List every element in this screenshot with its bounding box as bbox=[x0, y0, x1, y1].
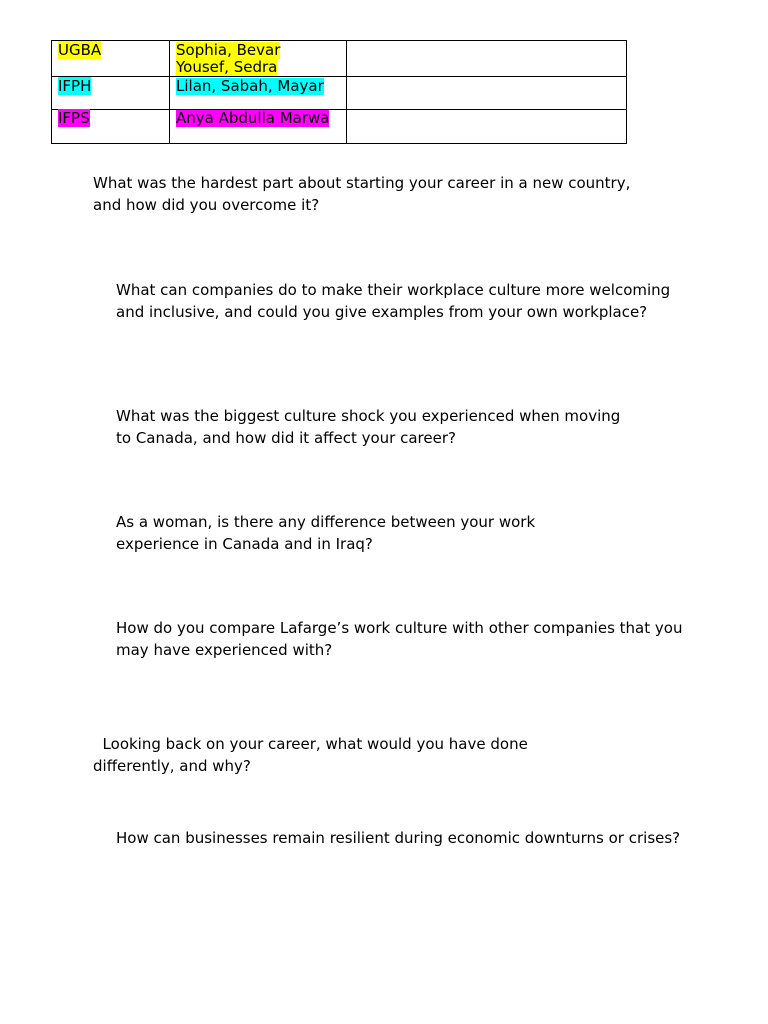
group-code-cell bbox=[52, 110, 170, 144]
question-2: What can companies do to make their workplace culture more welcoming and inclusive, and could you give examples from your own workplace? bbox=[116, 281, 671, 321]
group-members-line: Yousef, Sedra bbox=[176, 58, 278, 76]
question-1: What was the hardest part about starting your career in a new country, and how did you overcome it? bbox=[93, 174, 631, 214]
table-row bbox=[52, 41, 627, 77]
question-4: As a woman, is there any difference between your work experience in Canada and in Iraq? bbox=[116, 513, 536, 553]
question-3: What was the biggest culture shock you experienced when moving to Canada, and how did it affect your career? bbox=[116, 407, 621, 447]
groups-table bbox=[51, 40, 627, 144]
group-code: UGBA bbox=[58, 41, 102, 59]
empty-cell bbox=[347, 41, 627, 77]
group-members-line: Lilan, Sabah, Mayar bbox=[176, 77, 324, 95]
group-code-cell bbox=[52, 41, 170, 77]
group-code: IFPH bbox=[58, 77, 92, 95]
question-6: Looking back on your career, what would you have done differently, and why? bbox=[93, 735, 533, 775]
empty-cell bbox=[347, 77, 627, 110]
group-members-cell bbox=[170, 110, 347, 144]
group-members-cell bbox=[170, 77, 347, 110]
table-row bbox=[52, 77, 627, 110]
question-7: How can businesses remain resilient during economic downturns or crises? bbox=[116, 829, 681, 847]
group-members-cell bbox=[170, 41, 347, 77]
group-code: IFPS bbox=[58, 109, 90, 127]
group-code-cell bbox=[52, 77, 170, 110]
empty-cell bbox=[347, 110, 627, 144]
group-members-line: Sophia, Bevar bbox=[176, 41, 281, 59]
group-members-line: Anya Abdulla Marwa bbox=[176, 109, 330, 127]
table-row bbox=[52, 110, 627, 144]
question-5: How do you compare Lafarge’s work culture with other companies that you may have experienced with? bbox=[116, 619, 683, 659]
